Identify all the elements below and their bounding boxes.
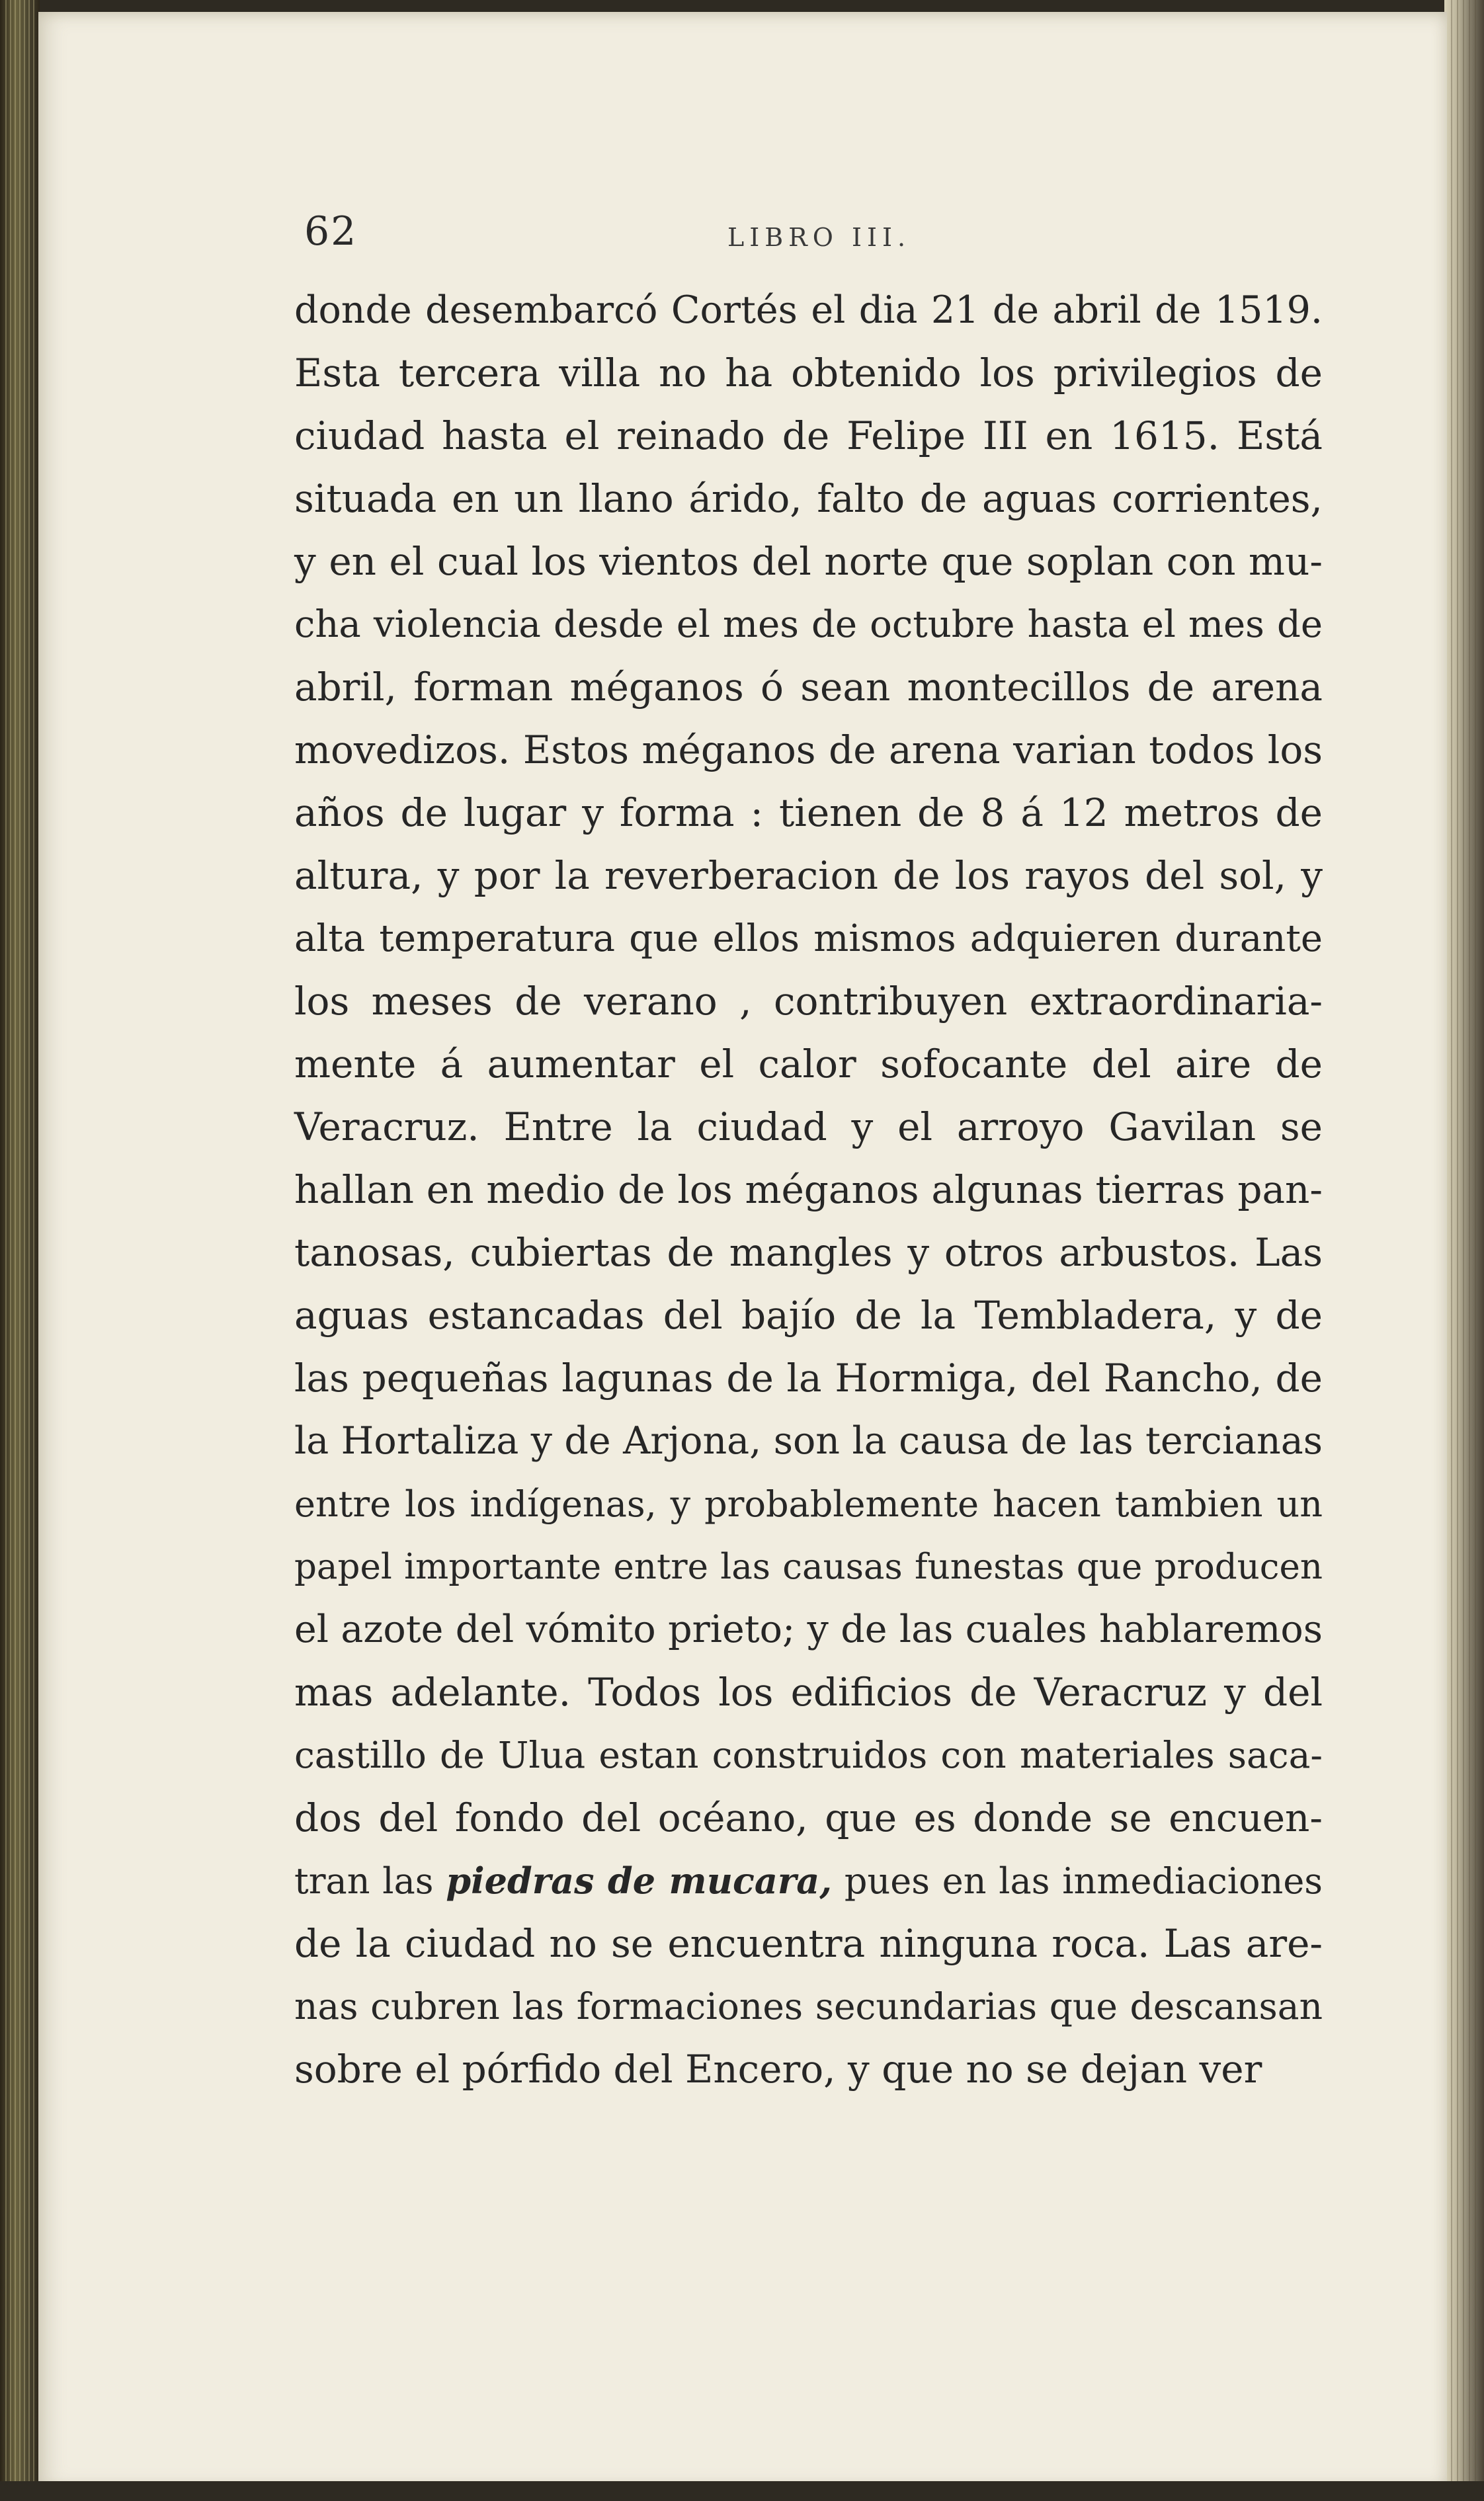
text-line: años de lugar y forma : tienen de 8 á 12 metros de <box>294 790 1323 835</box>
body-text <box>294 279 1323 2101</box>
text-line: entre los indígenas, y probablemente hacen tambien un <box>294 1483 1323 1525</box>
text-line: papel importante entre las causas funestas que producen <box>294 1547 1323 1587</box>
italic-term: piedras de mucara, <box>446 1860 833 1902</box>
text-line: mente á aumentar el calor sofocante del aire de <box>294 1042 1323 1086</box>
text-line: ciudad hasta el reinado de Felipe III en 1615. Está <box>294 413 1323 458</box>
text-line: altura, y por la reverberacion de los rayos del sol, y <box>294 853 1323 898</box>
text-line: hallan en medio de los méganos algunas tierras pan- <box>294 1167 1323 1212</box>
page-number: 62 <box>304 208 358 255</box>
text-line: dos del fondo del océano, que es donde se encuen- <box>294 1795 1323 1840</box>
page-edges-texture <box>1451 0 1477 2501</box>
text-line: movedizos. Estos méganos de arena varian todos los <box>294 727 1323 772</box>
text-line: situada en un llano árido, falto de aguas corrientes, <box>294 476 1323 521</box>
text-line: Esta tercera villa no ha obtenido los privilegios de <box>294 350 1323 395</box>
text-line: alta temperatura que ellos mismos adquieren durante <box>294 917 1323 960</box>
text-line: donde desembarcó Cortés el dia 21 de abril de 1519. <box>294 288 1323 332</box>
bottom-edge <box>0 2481 1484 2501</box>
text-line: sobre el pórfido del Encero, y que no se dejan ver <box>294 2047 1262 2092</box>
text-line-with-italic <box>294 1850 1323 1912</box>
book-heading: LIBRO III. <box>727 223 911 252</box>
binding-texture <box>5 0 34 2501</box>
text-line: los meses de verano , contribuyen extraordinaria- <box>294 979 1323 1024</box>
text-line: las pequeñas lagunas de la Hormiga, del Rancho, de <box>294 1356 1323 1401</box>
text-line: de la ciudad no se encuentra ninguna roca. Las are- <box>294 1921 1323 1966</box>
text-line: nas cubren las formaciones secundarias que descansan <box>294 1985 1323 2028</box>
text-line: tanosas, cubiertas de mangles y otros arbustos. Las <box>294 1230 1323 1275</box>
text-line: cha violencia desde el mes de octubre hasta el mes de <box>294 603 1323 646</box>
text-line: aguas estancadas del bajío de la Tembladera, y de <box>294 1293 1323 1338</box>
running-head <box>0 208 1484 261</box>
line-26-start: tran las <box>294 1860 446 1902</box>
text-line: la Hortaliza y de Arjona, son la causa de las tercianas <box>294 1419 1323 1463</box>
text-line: el azote del vómito prieto; y de las cuales hablaremos <box>294 1608 1323 1651</box>
text-line: y en el cual los vientos del norte que soplan con mu- <box>294 539 1323 584</box>
text-line: castillo de Ulua estan construidos con materiales saca- <box>294 1734 1323 1776</box>
text-line: abril, forman méganos ó sean montecillos de arena <box>294 665 1323 710</box>
text-line: Veracruz. Entre la ciudad y el arroyo Gavilan se <box>294 1104 1323 1149</box>
text-line: mas adelante. Todos los edificios de Veracruz y del <box>294 1670 1323 1715</box>
line-26-end: pues en las inmediaciones <box>832 1860 1323 1902</box>
